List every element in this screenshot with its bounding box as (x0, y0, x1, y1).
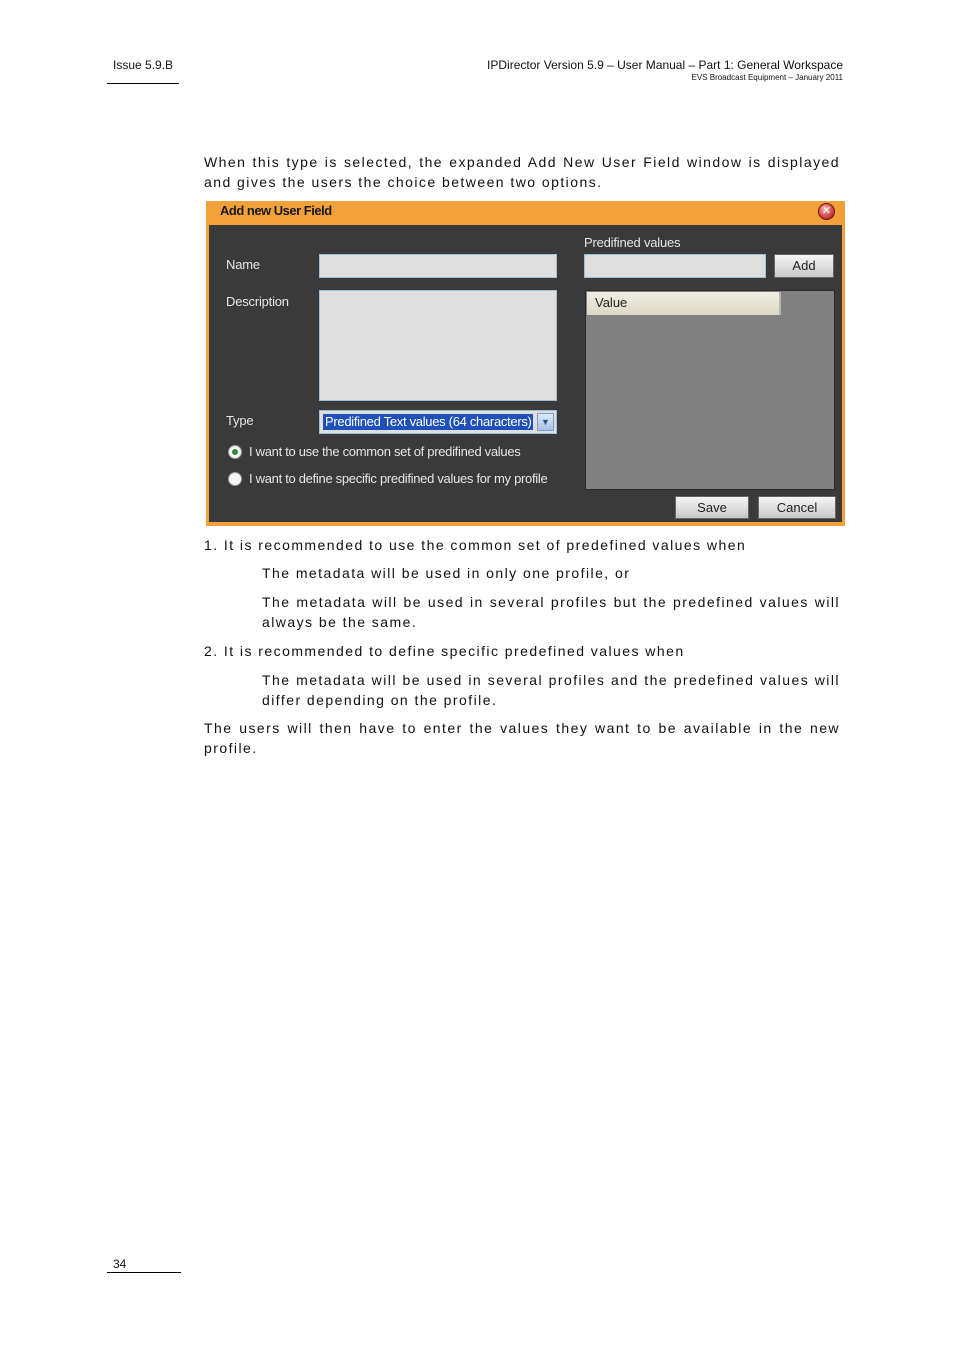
predefined-values-list[interactable] (585, 290, 835, 490)
intro-paragraph: When this type is selected, the expanded Add New User Field window is displayed and gives the users the choice between two options. (204, 154, 840, 190)
chevron-down-icon[interactable]: ▼ (537, 413, 554, 431)
page-number: 34 (113, 1257, 127, 1271)
type-select[interactable] (319, 410, 557, 434)
add-user-field-dialog (206, 201, 845, 526)
type-selected-value: Predifined Text values (64 characters) (325, 414, 532, 429)
dialog-body (209, 225, 842, 522)
list-item-2-sub-1: The metadata will be used in several profiles and the predefined values will differ depending on the profile. (262, 672, 840, 708)
running-header (487, 58, 843, 82)
name-label: Name (226, 257, 260, 272)
name-input[interactable] (319, 254, 557, 278)
close-icon[interactable]: ✕ (818, 203, 835, 220)
closing-paragraph: The users will then have to enter the values they want to be available in the new profile. (204, 720, 840, 756)
radio-specific-label: I want to define specific predifined values for my profile (249, 471, 548, 486)
footer-rule (107, 1272, 181, 1273)
predefined-value-input[interactable] (584, 254, 766, 278)
manual-title: IPDirector Version 5.9 – User Manual – Part 1: General Workspace (487, 58, 843, 72)
radio-common[interactable] (228, 445, 242, 459)
cancel-button[interactable]: Cancel (758, 496, 836, 519)
description-label: Description (226, 294, 289, 309)
radio-specific[interactable] (228, 472, 242, 486)
manual-subtitle: EVS Broadcast Equipment – January 2011 (691, 73, 843, 82)
description-input[interactable] (319, 290, 557, 401)
list-item-1-sub-1: The metadata will be used in only one profile, or (262, 565, 631, 581)
list-item-2: 2. It is recommended to define specific predefined values when (204, 643, 685, 659)
list-item-1-sub-2: The metadata will be used in several profiles but the predefined values will always be the same. (262, 594, 840, 630)
list-column-header[interactable]: Value (587, 292, 781, 315)
header-rule (107, 83, 179, 84)
type-label: Type (226, 413, 254, 428)
predefined-values-label: Predifined values (584, 235, 681, 250)
add-button[interactable]: Add (774, 254, 834, 278)
list-item-1: 1. It is recommended to use the common set of predefined values when (204, 537, 747, 553)
issue-label: Issue 5.9.B (113, 58, 174, 72)
save-button[interactable]: Save (675, 496, 749, 519)
dialog-title: Add new User Field (220, 203, 332, 218)
radio-common-label: I want to use the common set of predifined values (249, 444, 521, 459)
